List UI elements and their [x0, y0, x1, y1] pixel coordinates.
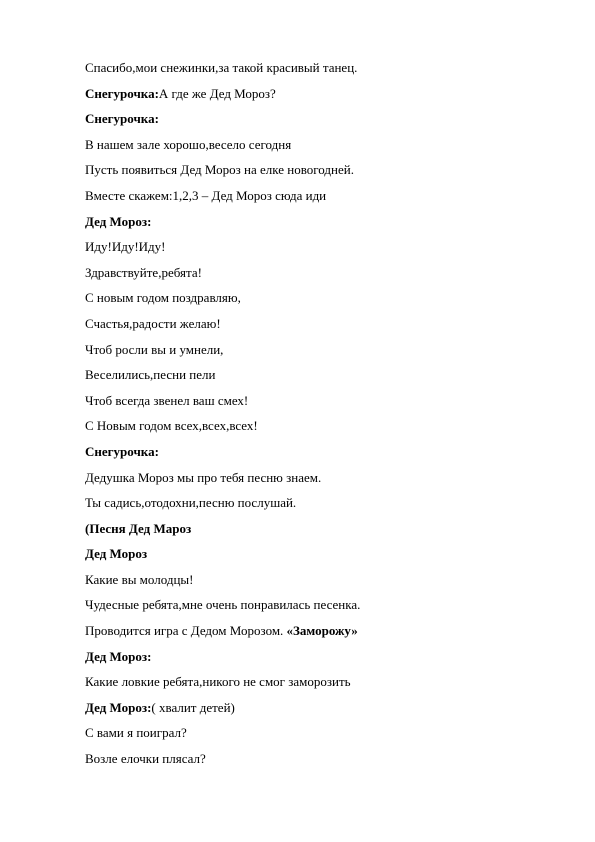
line-text: С вами я поиграл? — [85, 725, 187, 741]
line-text: Дедушка Мороз мы про тебя песню знаем. — [85, 469, 322, 485]
text-line — [85, 340, 555, 366]
line-text: Чтоб росли вы и умнели, — [85, 341, 224, 357]
line-text: Чтоб всегда звенел ваш смех! — [85, 392, 249, 408]
document-text — [85, 58, 555, 775]
line-text: Ты садись,отодохни,песню послушай. — [85, 495, 297, 511]
speaker-label: Дед Мороз: — [85, 699, 152, 715]
text-line — [85, 109, 555, 135]
text-line — [85, 570, 555, 596]
text-line — [85, 519, 555, 545]
speaker-label: Снегурочка: — [85, 85, 159, 101]
line-text: В нашем зале хорошо,весело сегодня — [85, 136, 292, 152]
speaker-label: Снегурочка: — [85, 111, 159, 127]
text-line — [85, 237, 555, 263]
line-text: С Новым годом всех,всех,всех! — [85, 418, 258, 434]
text-line — [85, 212, 555, 238]
line-text: Веселились,песни пели — [85, 367, 216, 383]
text-line — [85, 58, 555, 84]
text-line — [85, 314, 555, 340]
line-text: С новым годом поздравляю, — [85, 290, 241, 306]
text-line — [85, 263, 555, 289]
line-text: Чудесные ребята,мне очень понравилась песенка. — [85, 597, 361, 613]
text-line — [85, 416, 555, 442]
text-line — [85, 621, 555, 647]
text-line — [85, 672, 555, 698]
line-text: Счастья,радости желаю! — [85, 315, 221, 331]
text-line — [85, 493, 555, 519]
text-line — [85, 647, 555, 673]
line-text: Здравствуйте,ребята! — [85, 264, 202, 280]
line-text: Проводится игра с Дедом Морозом. — [85, 623, 287, 639]
text-line — [85, 544, 555, 570]
line-text: Какие ловкие ребята,никого не смог заморозить — [85, 674, 351, 690]
text-line — [85, 135, 555, 161]
text-line — [85, 186, 555, 212]
text-line — [85, 595, 555, 621]
speaker-label: Снегурочка: — [85, 443, 159, 459]
text-line — [85, 442, 555, 468]
text-line — [85, 391, 555, 417]
speaker-label: Дед Мороз — [85, 546, 148, 562]
line-text: Спасибо,мои снежинки,за такой красивый танец. — [85, 60, 358, 75]
line-text: Пусть появиться Дед Мороз на елке новогодней. — [85, 162, 354, 178]
speaker-label: «Заморожу» — [286, 623, 358, 639]
line-text: Какие вы молодцы! — [85, 571, 194, 587]
line-text: Возле елочки плясал? — [85, 751, 206, 767]
text-line — [85, 749, 555, 775]
text-line — [85, 698, 555, 724]
text-line — [85, 84, 555, 110]
text-line — [85, 288, 555, 314]
speaker-label: Дед Мороз: — [85, 648, 152, 664]
text-line — [85, 723, 555, 749]
line-text: Вместе скажем:1,2,3 – Дед Мороз сюда иди — [85, 187, 327, 203]
speaker-label: (Песня Дед Мароз — [85, 520, 192, 536]
text-line — [85, 468, 555, 494]
line-text: А где же Дед Мороз? — [158, 85, 276, 101]
text-line — [85, 365, 555, 391]
line-text: ( хвалит детей) — [151, 699, 235, 715]
speaker-label: Дед Мороз: — [85, 213, 152, 229]
line-text: Иду!Иду!Иду! — [85, 239, 166, 255]
text-line — [85, 160, 555, 186]
